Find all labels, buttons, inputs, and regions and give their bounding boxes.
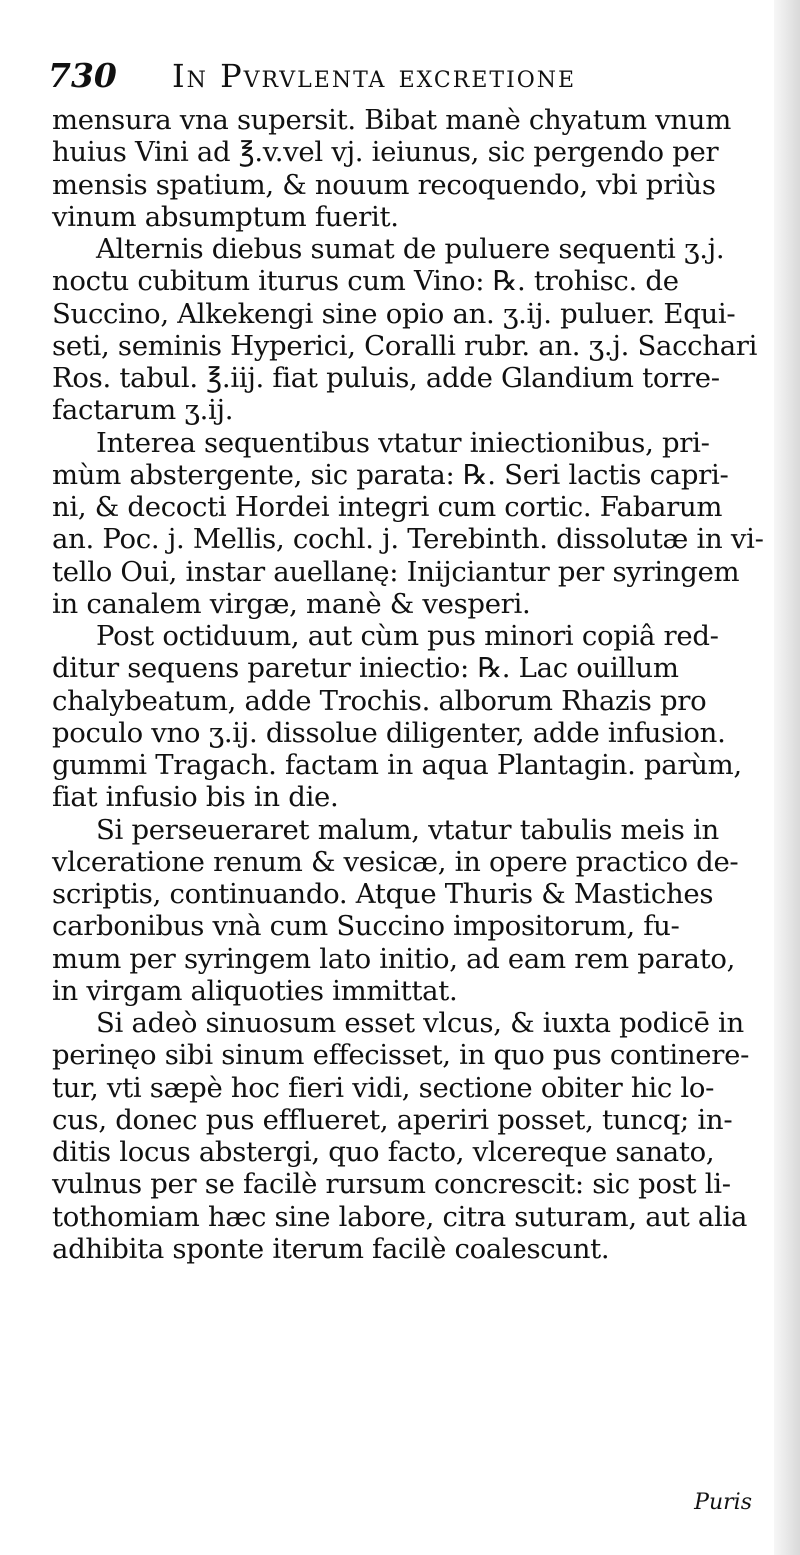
text-line: factarum ʒ.ij.: [52, 394, 234, 427]
catchword: Puris: [694, 1490, 752, 1515]
text-line: tothomiam hæc sine labore, citra suturam, aut alia: [52, 1200, 748, 1233]
text-line: carbonibus vnà cum Succino impositorum, fu-: [52, 910, 680, 943]
text-line: mensura vna supersit. Bibat manè chyatum vnum: [52, 104, 731, 136]
text-line: mensis spatium, & nouum recoquendo, vbi priùs: [52, 168, 716, 201]
text-line: perinęo sibi sinum effecisset, in quo pus continere-: [52, 1039, 750, 1072]
text-line: fiat infusio bis in die.: [52, 781, 339, 814]
body-text: [52, 104, 764, 1265]
text-line: vulnus per se facilè rursum concrescit: sic post li-: [52, 1168, 731, 1201]
page-header: [48, 48, 738, 104]
text-line: tello Oui, instar auellanę: Inijciantur per syringem: [52, 555, 740, 588]
text-line: Ros. tabul. ℥.iij. fiat puluis, adde Glandium torre-: [52, 362, 720, 394]
text-line: poculo vno ʒ.ij. dissolue diligenter, adde infusion.: [52, 716, 726, 749]
text-line: ni, & decocti Hordei integri cum cortic. Fabarum: [52, 491, 723, 523]
text-line: chalybeatum, adde Trochis. alborum Rhazis pro: [52, 684, 707, 717]
text-line: gummi Tragach. factam in aqua Plantagin. parùm,: [52, 749, 742, 781]
text-line: noctu cubitum iturus cum Vino: ℞. trohisc. de: [52, 265, 679, 298]
text-line: mùm abstergente, sic parata: ℞. Seri lactis capri-: [52, 458, 729, 491]
text-line: seti, seminis Hyperici, Coralli rubr. an. ʒ.j. Sacchari: [52, 329, 758, 362]
running-head: In Pvrvlenta excretione: [172, 57, 577, 95]
text-line: in canalem virgæ, manè & vesperi.: [52, 587, 531, 620]
text-line: in virgam aliquoties immittat.: [52, 974, 458, 1007]
paragraph-start-line: Alternis diebus sumat de puluere sequenti ʒ.j.: [96, 233, 725, 265]
paragraph-start-line: Interea sequentibus vtatur iniectionibus, pri-: [96, 426, 710, 459]
text-line: ditis locus abstergi, quo facto, vlcereque sanato,: [52, 1136, 715, 1168]
paragraph-start-line: Si adeò sinuosum esset vlcus, & iuxta podicē in: [96, 1007, 744, 1039]
text-line: vlceratione renum & vesicæ, in opere practico de-: [52, 845, 739, 878]
text-line: adhibita sponte iterum facilè coalescunt.: [52, 1232, 610, 1265]
text-line: mum per syringem lato initio, ad eam rem parato,: [52, 942, 736, 975]
text-line: an. Poc. j. Mellis, cochl. j. Terebinth. dissolutæ in vi-: [52, 523, 764, 556]
page-edge-shadow: [774, 0, 800, 1555]
page-number: 730: [48, 56, 117, 95]
text-line: huius Vini ad ℥.v.vel vj. ieiunus, sic pergendo per: [52, 136, 719, 169]
text-line: tur, vti sæpè hoc fieri vidi, sectione obiter hic lo-: [52, 1071, 715, 1104]
text-line: cus, donec pus efflueret, aperiri posset, tuncq; in-: [52, 1103, 733, 1136]
text-line: vinum absumptum fuerit.: [52, 200, 399, 233]
text-line: ditur sequens paretur iniectio: ℞. Lac ouillum: [52, 652, 679, 685]
paragraph-start-line: Si perseueraret malum, vtatur tabulis meis in: [96, 813, 719, 846]
paragraph-start-line: Post octiduum, aut cùm pus minori copiâ red-: [96, 620, 719, 652]
text-line: scriptis, continuando. Atque Thuris & Mastiches: [52, 878, 714, 910]
text-line: Succino, Alkekengi sine opio an. ʒ.ij. puluer. Equi-: [52, 297, 736, 330]
